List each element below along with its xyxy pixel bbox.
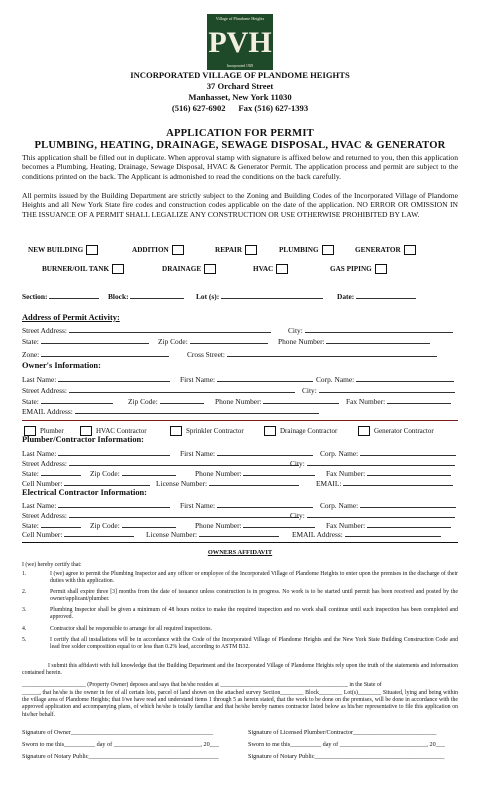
check-addition[interactable]: ADDITION xyxy=(132,245,184,255)
electrical-street-field[interactable]: Street Address: xyxy=(22,511,299,520)
notary-signature-right[interactable]: Signature of Notary Public__________________________________________ xyxy=(248,753,445,760)
affidavit-item-text: I (we) agree to permit the Plumbing Inspector and any officer or employee of the Incorporated Village of Plandome Heights to enter upon the premises in the discharge of their duties with this application. xyxy=(50,571,458,585)
affidavit-deposes-line[interactable]: ______________________ (Property Owner) deposes and says that he/she resides at ____________________________________________ in the State of xyxy=(22,682,382,688)
village-street: 37 Orchard Street xyxy=(206,81,274,91)
owner-corp-name-field[interactable]: Corp. Name: xyxy=(316,375,454,384)
plumber-cell-field[interactable]: Cell Number: xyxy=(22,479,150,488)
form-subtitle: PLUMBING, HEATING, DRAINAGE, SEWAGE DISPOSAL, HVAC & GENERATOR xyxy=(34,140,446,151)
monogram-icon xyxy=(208,23,272,61)
affidavit-item-text: Contractor shall be responsible to arrange for all required inspections. xyxy=(50,626,212,632)
electrical-city-field[interactable]: City: xyxy=(290,511,455,520)
electrical-email-field[interactable]: EMAIL Address: xyxy=(292,530,441,539)
check-new-building[interactable]: NEW BUILDING xyxy=(28,245,98,255)
plumber-license-field[interactable]: License Number: xyxy=(156,479,299,488)
checkbox[interactable] xyxy=(170,426,182,436)
electrical-phone-field[interactable]: Phone Number: xyxy=(195,521,315,530)
section-divider xyxy=(22,420,458,421)
electrical-info-heading: Electrical Contractor Information: xyxy=(22,488,147,497)
owner-phone-field[interactable]: Phone Number: xyxy=(215,397,339,406)
plumber-last-name-field[interactable]: Last Name: xyxy=(22,449,170,458)
permit-phone-field[interactable]: Phone Number: xyxy=(278,337,430,346)
owner-info-heading: Owner's Information: xyxy=(22,361,101,370)
permit-city-field[interactable]: City: xyxy=(288,326,453,335)
check-hvac-contractor[interactable]: HVAC Contractor xyxy=(80,426,147,436)
checkbox[interactable] xyxy=(404,245,416,255)
check-hvac[interactable]: HVAC xyxy=(253,264,288,274)
checkbox[interactable] xyxy=(276,264,288,274)
affidavit-submit-statement: I submit this affidavit with full knowledge that the Building Department and the Incorporated Village of Plandome Heights rely upon the truth of the statements and information contained herein. xyxy=(22,663,458,677)
intro-paragraph-2: All permits issued by the Building Department are strictly subject to the Zoning and Building Codes of the Incorporated Village of Plandome Heights and all New York State fire codes and construction codes applicable on the date of the application. NO ERROR OR OMISSION IN THE ISSUANCE OF A PERMIT SHALL LEGALIZE ANY CONSTRUCTION OR USE OTHERWISE PROHIBITED BY LAW. xyxy=(22,191,458,219)
village-name: INCORPORATED VILLAGE OF PLANDOME HEIGHTS xyxy=(130,70,350,80)
affidavit-item-number: 5. xyxy=(22,637,27,643)
plumber-info-heading: Plumber/Contractor Information: xyxy=(22,435,144,444)
plumber-zip-field[interactable]: Zip Code: xyxy=(90,469,176,478)
owner-zip-field[interactable]: Zip Code: xyxy=(128,397,204,406)
intro-paragraph-1: This application shall be filled out in duplicate. When approval stamp with signature is affixed below and returned to you, then this application becomes a Plumbing, Heating, Drainage, Sewage Disposal, HVAC & Generator Permit. The application process and permit are subject to the conditions printed on the back. The Applicant is admonished to read the conditions on the back carefully. xyxy=(22,153,458,181)
affidavit-deposes-statement[interactable]: ______, that he/she is the owner in fee of all certain lots, parcel of land shown on the attached survey Section________ Block________ Lot(s)________ Situated, lying and being within the village area of Plandome Heights; that I/we have read and understand items 1 through 5 as herein stated, that the work to be done on the premises, will be done in accordance with the approved application and accompanying plans, of which he/she is totally familiar and that he/she hereby names contractor listed below as his/her representative to file this application on his/her behalf. xyxy=(22,690,458,718)
owner-signature-line[interactable]: Signature of Owner______________________________________________ xyxy=(22,729,214,736)
checkbox[interactable] xyxy=(264,426,276,436)
date-field[interactable]: Date: xyxy=(337,292,416,301)
plumber-email-field[interactable]: EMAIL: xyxy=(316,479,453,488)
check-burner-oil-tank[interactable]: BURNER/OIL TANK xyxy=(42,264,124,274)
affidavit-item-number: 2. xyxy=(22,589,27,595)
lot-field[interactable]: Lot (s): xyxy=(196,292,323,301)
electrical-fax-field[interactable]: Fax Number: xyxy=(326,521,451,530)
plumber-corp-name-field[interactable]: Corp. Name: xyxy=(320,449,456,458)
plumber-street-field[interactable]: Street Address: xyxy=(22,459,299,468)
affidavit-certify: I (we) hereby certify that: xyxy=(22,562,82,568)
checkbox[interactable] xyxy=(358,426,370,436)
village-phone-fax: (516) 627-6902 Fax (516) 627-1393 xyxy=(171,103,309,113)
check-sprinkler-contractor[interactable]: Sprinkler Contractor xyxy=(170,426,244,436)
plumber-fax-field[interactable]: Fax Number: xyxy=(326,469,451,478)
checkbox[interactable] xyxy=(204,264,216,274)
checkbox[interactable] xyxy=(86,245,98,255)
checkbox[interactable] xyxy=(112,264,124,274)
affidavit-item-text: Plumbing Inspector shall be given a minimum of 48 hours notice to make the required inspection and no work shall continue until such inspection has been completed and approved. xyxy=(50,607,458,621)
logo-bottom-text: Incorporated 1929 xyxy=(226,64,254,68)
checkbox[interactable] xyxy=(172,245,184,255)
check-plumbing[interactable]: PLUMBING xyxy=(279,245,334,255)
form-title: APPLICATION FOR PERMIT xyxy=(166,128,314,139)
check-plumber[interactable]: Plumber xyxy=(24,426,64,436)
plumber-state-field[interactable]: State: xyxy=(22,469,81,478)
village-logo xyxy=(207,14,273,70)
owner-last-name-field[interactable]: Last Name: xyxy=(22,375,170,384)
electrical-cell-field[interactable]: Cell Number: xyxy=(22,530,134,539)
electrical-last-name-field[interactable]: Last Name: xyxy=(22,501,170,510)
permit-zone-field[interactable]: Zone: xyxy=(22,350,169,359)
plumber-phone-field[interactable]: Phone Number: xyxy=(195,469,315,478)
permit-cross-street-field[interactable]: Cross Street: xyxy=(187,350,437,359)
sworn-date-right[interactable]: Sworn to me this__________ day of ____________________________, 20___ xyxy=(248,741,445,748)
permit-state-field[interactable]: State: xyxy=(22,337,149,346)
owner-state-field[interactable]: State: xyxy=(22,397,113,406)
section-field[interactable]: Section: xyxy=(22,292,99,301)
owner-fax-field[interactable]: Fax Number: xyxy=(346,397,451,406)
affidavit-item-number: 4. xyxy=(22,626,27,632)
contractor-signature-line[interactable]: Signature of Licensed Plumber/Contractor___________________________ xyxy=(248,729,437,736)
electrical-state-field[interactable]: State: xyxy=(22,521,81,530)
electrical-corp-name-field[interactable]: Corp. Name: xyxy=(320,501,456,510)
village-city: Manhasset, New York 11030 xyxy=(188,92,292,102)
plumber-city-field[interactable]: City: xyxy=(290,459,455,468)
checkbox[interactable] xyxy=(245,245,257,255)
check-drainage-contractor[interactable]: Drainage Contractor xyxy=(264,426,337,436)
affidavit-heading: OWNERS AFFIDAVIT xyxy=(207,549,273,556)
plumber-first-name-field[interactable]: First Name: xyxy=(180,449,313,458)
affidavit-item-text: I certify that all installations will be in accordance with the Code of the Incorporated Village of Plandome Heights and the New York State Building Construction Code and lead free solder composition equal to or less than 0.2% lead, according to ASTM B32. xyxy=(50,637,458,651)
block-field[interactable]: Block: xyxy=(108,292,184,301)
checkbox[interactable] xyxy=(375,264,387,274)
check-generator-contractor[interactable]: Generator Contractor xyxy=(358,426,434,436)
owner-email-field[interactable]: EMAIL Address: xyxy=(22,407,319,416)
affidavit-item-number: 1. xyxy=(22,571,27,577)
affidavit-item-text: Permit shall expire three [3] months from the date of issuance unless construction is in progress. No work is to be started until permit has been received and posted by the owner/applicant/plumber. xyxy=(50,589,458,603)
permit-zip-field[interactable]: Zip Code: xyxy=(158,337,268,346)
owner-first-name-field[interactable]: First Name: xyxy=(180,375,313,384)
logo-top-text: Village of Plandome Heights xyxy=(215,16,265,21)
owner-street-field[interactable]: Street Address: xyxy=(22,386,295,395)
check-repair[interactable]: REPAIR xyxy=(215,245,257,255)
notary-signature-left[interactable]: Signature of Notary Public__________________________________________ xyxy=(22,753,219,760)
permit-address-heading: Address of Permit Activity: xyxy=(22,313,120,322)
check-gas-piping[interactable]: GAS PIPING xyxy=(330,264,387,274)
owner-city-field[interactable]: City: xyxy=(302,386,455,395)
electrical-first-name-field[interactable]: First Name: xyxy=(180,501,313,510)
checkbox[interactable] xyxy=(322,245,334,255)
electrical-license-field[interactable]: License Number: xyxy=(146,530,279,539)
svg-text:PVH: PVH xyxy=(208,26,272,59)
check-generator[interactable]: GENERATOR xyxy=(355,245,416,255)
affidavit-item-number: 3. xyxy=(22,607,27,613)
permit-street-field[interactable]: Street Address: xyxy=(22,326,271,335)
check-drainage[interactable]: DRAINAGE xyxy=(162,264,216,274)
section-divider xyxy=(22,542,458,543)
sworn-date-left[interactable]: Sworn to me this__________ day of ____________________________, 20___ xyxy=(22,741,219,748)
electrical-zip-field[interactable]: Zip Code: xyxy=(90,521,176,530)
